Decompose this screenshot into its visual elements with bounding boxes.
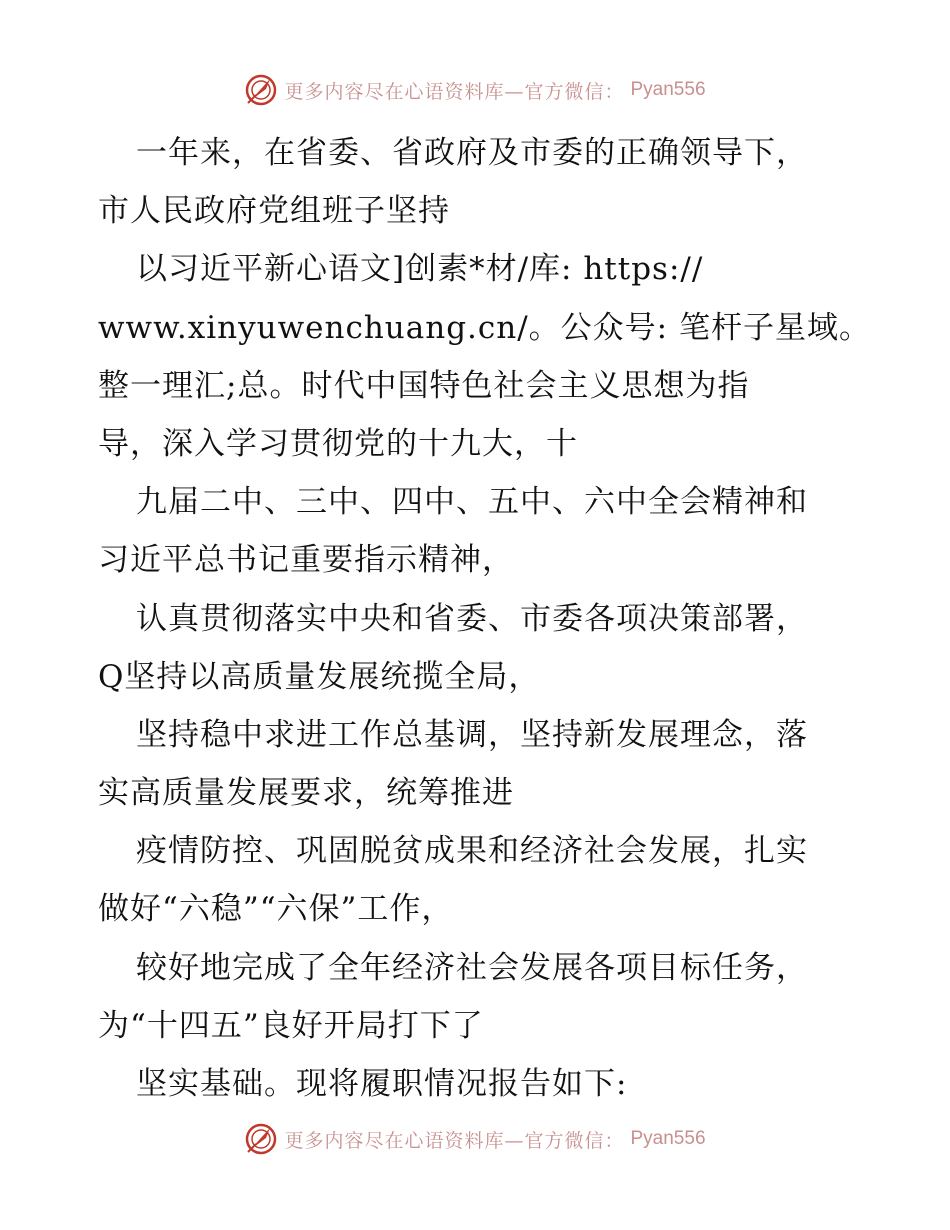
banner-handle: Pyan556	[630, 1128, 706, 1149]
text-line: 为“十四五”良好开局打下了	[98, 1007, 484, 1044]
text-line: 以习近平新心语文]创素*材/库: https://	[136, 251, 704, 288]
text-line: 疫情防控、巩固脱贫成果和经济社会发展，扎实	[136, 833, 808, 870]
text-line: 习近平总书记重要指示精神，	[98, 542, 514, 579]
header-watermark-banner	[0, 70, 950, 110]
feather-pen-logo-icon	[244, 1122, 278, 1156]
text-line: Q坚持以高质量发展统揽全局，	[98, 658, 541, 695]
text-line: 坚持稳中求进工作总基调，坚持新发展理念，落	[136, 716, 808, 753]
text-line: 实高质量发展要求，统筹推进	[98, 775, 514, 812]
text-line: www.xinyuwenchuang.cn/。公众号: 笔杆子星域。	[98, 309, 871, 346]
text-line: 坚实基础。现将履职情况报告如下:	[136, 1066, 628, 1102]
text-line: 一年来，在省委、省政府及市委的正确领导下，	[136, 135, 808, 171]
banner-text: 更多内容尽在心语资料库—官方微信：	[284, 1129, 625, 1152]
feather-pen-logo-icon	[244, 73, 278, 107]
banner-handle: Pyan556	[630, 79, 706, 100]
text-line: 九届二中、三中、四中、五中、六中全会精神和	[136, 484, 808, 521]
text-line: 市人民政府党组班子坚持	[98, 193, 450, 230]
text-line: 较好地完成了全年经济社会发展各项目标任务，	[136, 949, 808, 986]
banner-text: 更多内容尽在心语资料库—官方微信：	[284, 80, 625, 103]
text-line: 整一理汇;总。时代中国特色社会主义思想为指	[98, 367, 750, 404]
text-line: 导，深入学习贯彻党的十九大，十	[98, 425, 578, 462]
document-body	[98, 124, 918, 1113]
text-line: 认真贯彻落实中央和省委、市委各项决策部署，	[136, 600, 808, 637]
footer-watermark-banner	[0, 1119, 950, 1159]
text-line: 做好“六稳”“六保”工作，	[98, 891, 454, 928]
